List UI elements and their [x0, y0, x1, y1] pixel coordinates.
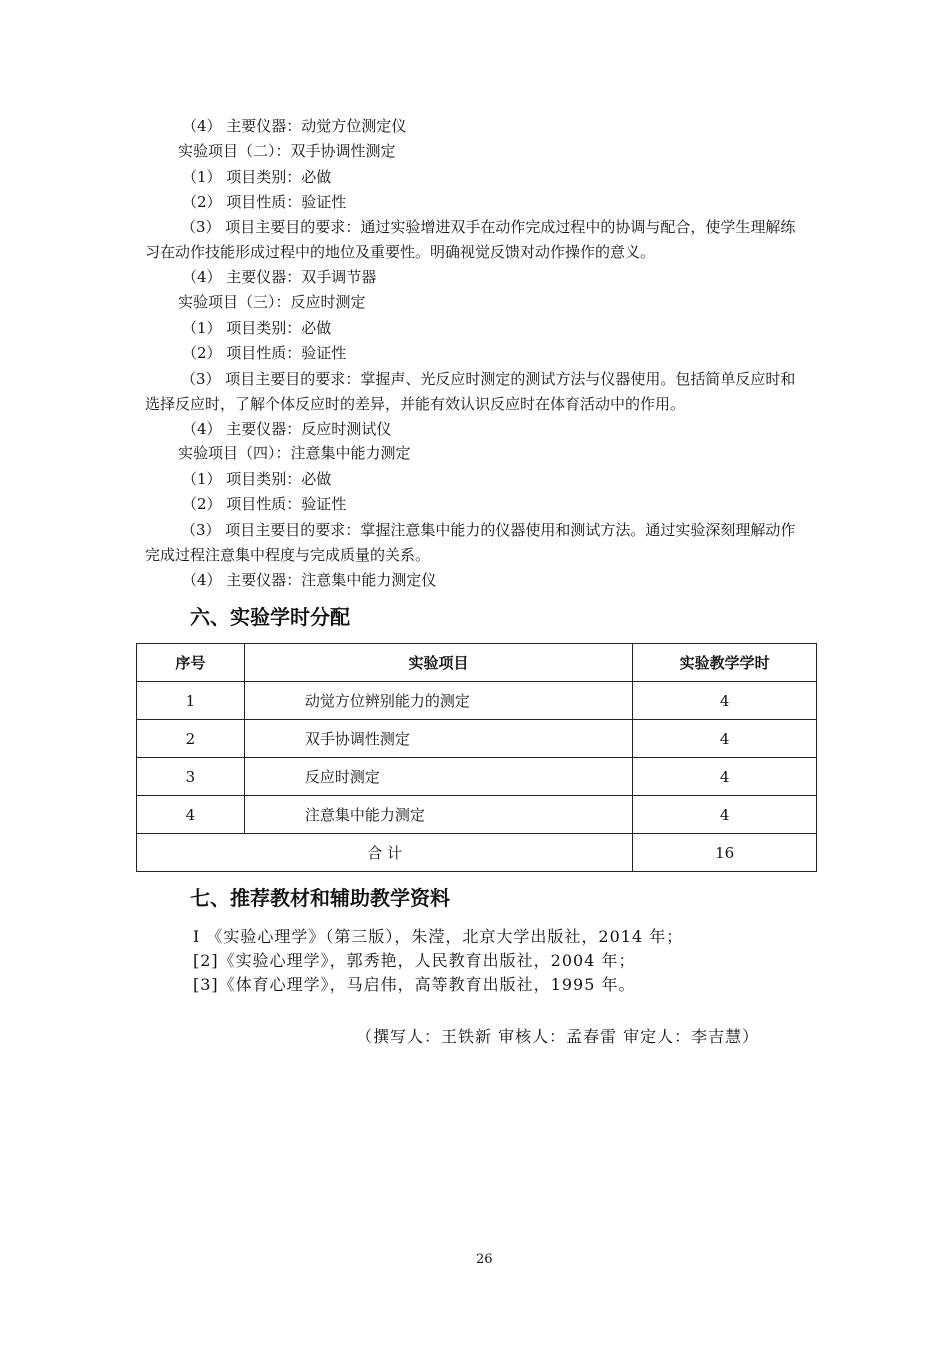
- table-cell: 4: [633, 720, 817, 758]
- text-line: （4） 主要仪器：双手调节器: [182, 268, 377, 286]
- table-row: [137, 758, 817, 796]
- table-cell: 动觉方位辨别能力的测定: [244, 682, 632, 720]
- reference-item: [2]《实验心理学》，郭秀艳，人民教育出版社，2004 年；: [193, 951, 636, 970]
- reference-item: I 《实验心理学》（第三版），朱滢，北京大学出版社，2014 年；: [193, 927, 684, 946]
- table-total-row: [137, 834, 817, 872]
- text-line: （4） 主要仪器：注意集中能力测定仪: [182, 571, 437, 589]
- table-cell: 4: [633, 796, 817, 834]
- total-label: 合 计: [137, 834, 633, 872]
- table-header-row: [137, 644, 817, 682]
- table-cell: 注意集中能力测定: [244, 796, 632, 834]
- text-line: （2） 项目性质：验证性: [182, 344, 347, 362]
- signature-line: （撰写人：王铁新 审核人：孟春雷 审定人：李吉慧）: [356, 1027, 760, 1046]
- header-cell: 实验项目: [244, 644, 632, 682]
- text-line: （1） 项目类别：必做: [182, 319, 332, 337]
- header-cell: 序号: [137, 644, 245, 682]
- total-value: 16: [633, 834, 817, 872]
- hours-table: [136, 643, 817, 872]
- text-line: （2） 项目性质：验证性: [182, 193, 347, 211]
- table-cell: 4: [137, 796, 245, 834]
- table-cell: 1: [137, 682, 245, 720]
- text-line: （4） 主要仪器：反应时测试仪: [182, 420, 392, 438]
- table-cell: 4: [633, 758, 817, 796]
- paragraph: （3） 项目主要目的要求：通过实验增进双手在动作完成过程中的协调与配合，使学生理解练习在动作技能形成过程中的地位及重要性。明确视觉反馈对动作操作的意义。: [145, 218, 796, 261]
- experiment-heading: 实验项目（四）：注意集中能力测定: [178, 444, 411, 462]
- text-line: （2） 项目性质：验证性: [182, 495, 347, 513]
- paragraph: （3） 项目主要目的要求：掌握声、光反应时测定的测试方法与仪器使用。包括简单反应时和选择反应时，了解个体反应时的差异，并能有效认识反应时在体育活动中的作用。: [145, 370, 796, 413]
- page-number: 26: [476, 1252, 493, 1267]
- text-line: （4） 主要仪器：动觉方位测定仪: [182, 117, 407, 135]
- text-line: （1） 项目类别：必做: [182, 470, 332, 488]
- table-row: [137, 796, 817, 834]
- table-cell: 2: [137, 720, 245, 758]
- table-row: [137, 682, 817, 720]
- experiment-heading: 实验项目（三）：反应时测定: [178, 293, 366, 311]
- text-line: （1） 项目类别：必做: [182, 168, 332, 186]
- table-cell: 4: [633, 682, 817, 720]
- reference-item: [3]《体育心理学》，马启伟，高等教育出版社，1995 年。: [193, 975, 636, 994]
- section-heading: 六、实验学时分配: [190, 605, 350, 629]
- table-row: [137, 720, 817, 758]
- header-cell: 实验教学学时: [633, 644, 817, 682]
- table-cell: 反应时测定: [244, 758, 632, 796]
- table-cell: 双手协调性测定: [244, 720, 632, 758]
- table-cell: 3: [137, 758, 245, 796]
- paragraph: （3） 项目主要目的要求：掌握注意集中能力的仪器使用和测试方法。通过实验深刻理解动作完成过程注意集中程度与完成质量的关系。: [145, 521, 796, 564]
- section-heading: 七、推荐教材和辅助教学资料: [190, 886, 450, 910]
- experiment-heading: 实验项目（二）：双手协调性测定: [178, 142, 396, 160]
